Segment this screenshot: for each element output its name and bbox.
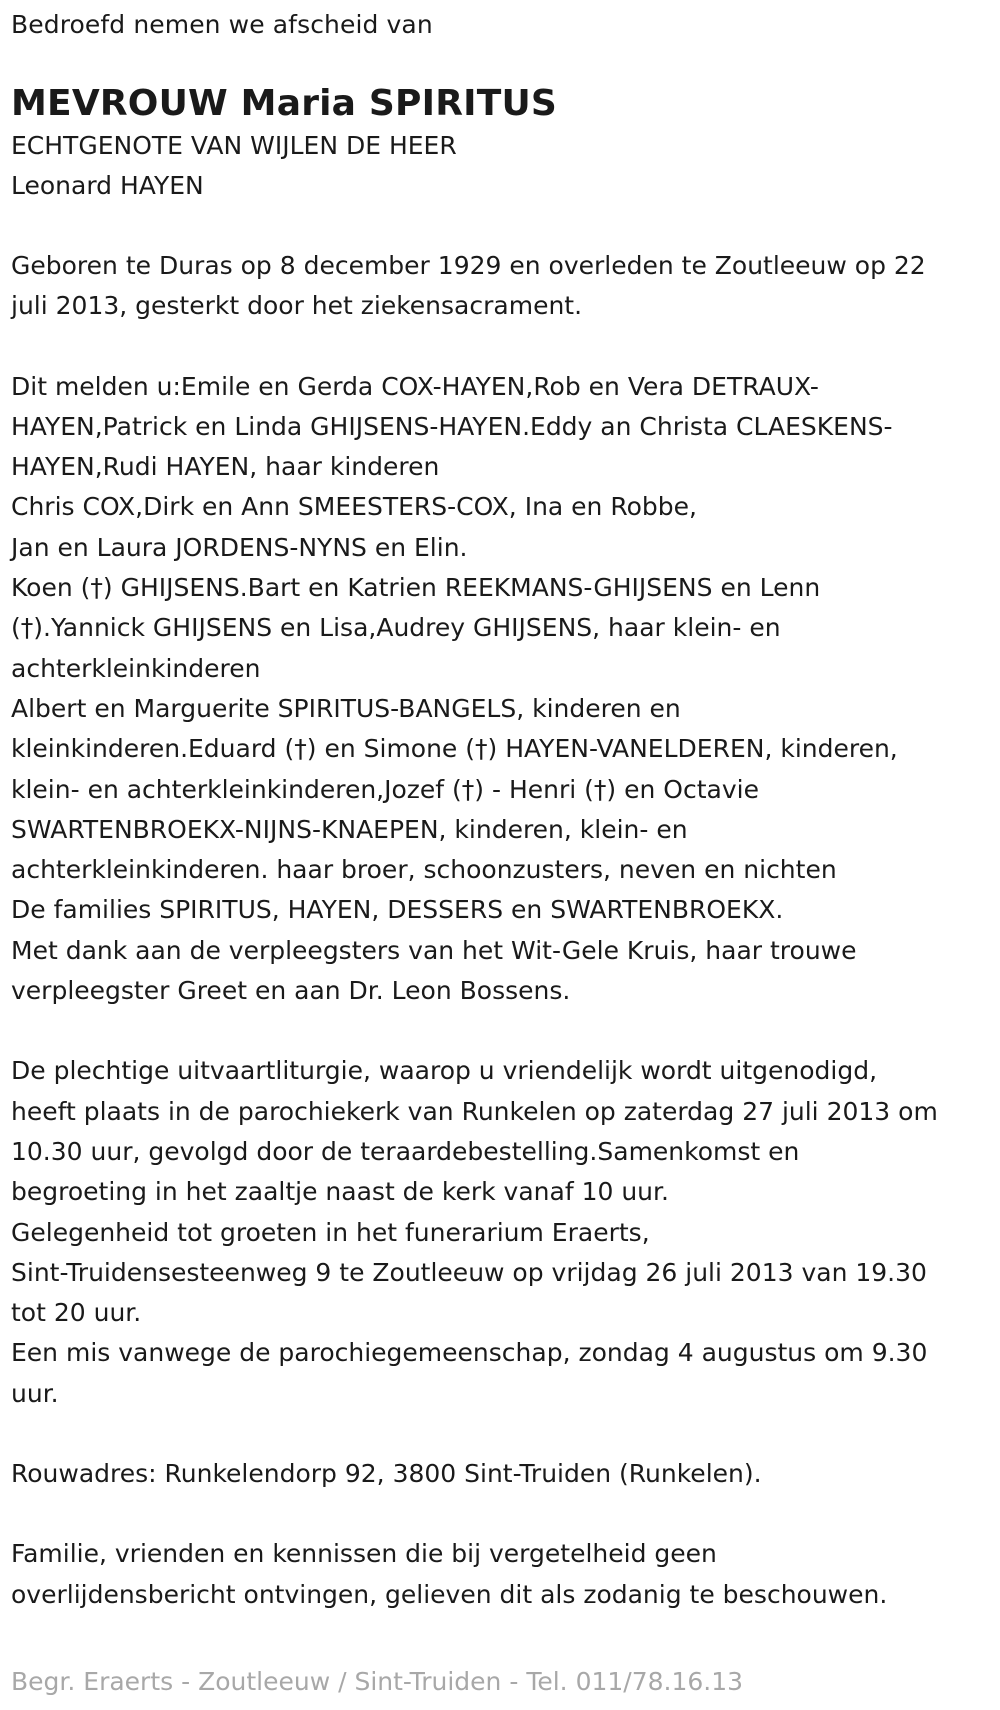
paragraph-line: Albert en Marguerite SPIRITUS-BANGELS, kinderen en: [11, 693, 681, 723]
paragraph-line: HAYEN,Patrick en Linda GHIJSENS-HAYEN.Eddy an Christa CLAESKENS-: [11, 411, 893, 441]
paragraph-line: kleinkinderen.Eduard (†) en Simone (†) HAYEN-VANELDEREN, kinderen,: [11, 734, 898, 764]
paragraph-line: heeft plaats in de parochiekerk van Runkelen op zaterdag 27 juli 2013 om: [11, 1096, 938, 1126]
paragraph-line: Chris COX,Dirk en Ann SMEESTERS-COX, Ina en Robbe,: [11, 492, 697, 522]
paragraph-line: Gelegenheid tot groeten in het funerarium Eraerts,: [11, 1217, 650, 1247]
paragraph-line: Koen (†) GHIJSENS.Bart en Katrien REEKMANS-GHIJSENS en Lenn: [11, 573, 821, 603]
paragraph-line: juli 2013, gesterkt door het ziekensacrament.: [11, 291, 583, 321]
paragraph-line: 10.30 uur, gevolgd door de teraardebestelling.Samenkomst en: [11, 1136, 800, 1166]
family-paragraph: [11, 367, 1000, 1012]
address-paragraph: [11, 1454, 1000, 1494]
birth-death-paragraph: [11, 246, 1000, 327]
paragraph-line: tot 20 uur.: [11, 1298, 142, 1328]
paragraph-line: De plechtige uitvaartliturgie, waarop u vriendelijk wordt uitgenodigd,: [11, 1056, 878, 1086]
paragraph-line: Jan en Laura JORDENS-NYNS en Elin.: [11, 532, 468, 562]
paragraph-line: Sint-Truidensesteenweg 9 te Zoutleeuw op vrijdag 26 juli 2013 van 19.30: [11, 1257, 927, 1287]
ceremony-paragraph: [11, 1051, 1000, 1414]
paragraph-line: klein- en achterkleinkinderen,Jozef (†) - Henri (†) en Octavie: [11, 774, 759, 804]
paragraph-line: Geboren te Duras op 8 december 1929 en overleden te Zoutleeuw op 22: [11, 251, 926, 280]
paragraph-line: SWARTENBROEKX-NIJNS-KNAEPEN, kinderen, klein- en: [11, 814, 688, 844]
intro-text: Bedroefd nemen we afscheid van: [11, 10, 433, 39]
paragraph-line: Rouwadres: Runkelendorp 92, 3800 Sint-Truiden (Runkelen).: [11, 1459, 762, 1489]
paragraph-line: Dit melden u:Emile en Gerda COX-HAYEN,Rob en Vera DETRAUX-: [11, 371, 819, 401]
paragraph-line: uur.: [11, 1378, 59, 1408]
paragraph-line: overlijdensbericht ontvingen, gelieven dit als zodanig te beschouwen.: [11, 1579, 888, 1609]
paragraph-line: (†).Yannick GHIJSENS en Lisa,Audrey GHIJSENS, haar klein- en: [11, 613, 781, 643]
paragraph-line: achterkleinkinderen. haar broer, schoonzusters, neven en nichten: [11, 855, 837, 885]
spouse-name: Leonard HAYEN: [11, 171, 204, 200]
paragraph-line: begroeting in het zaaltje naast de kerk vanaf 10 uur.: [11, 1177, 669, 1207]
deceased-name: MEVROUW Maria SPIRITUS: [11, 83, 558, 124]
funeral-home-footer: Begr. Eraerts - Zoutleeuw / Sint-Truiden - Tel. 011/78.16.13: [11, 1667, 744, 1696]
paragraph-line: HAYEN,Rudi HAYEN, haar kinderen: [11, 452, 440, 482]
closing-paragraph: [11, 1534, 1000, 1615]
paragraph-line: De families SPIRITUS, HAYEN, DESSERS en SWARTENBROEKX.: [11, 895, 784, 925]
paragraph-line: Met dank aan de verpleegsters van het Wit-Gele Kruis, haar trouwe: [11, 935, 857, 965]
spouse-title: ECHTGENOTE VAN WIJLEN DE HEER: [11, 131, 457, 160]
paragraph-line: Familie, vrienden en kennissen die bij vergetelheid geen: [11, 1539, 717, 1569]
paragraph-line: achterkleinkinderen: [11, 653, 261, 683]
paragraph-line: verpleegster Greet en aan Dr. Leon Bossens.: [11, 976, 571, 1006]
paragraph-line: Een mis vanwege de parochiegemeenschap, zondag 4 augustus om 9.30: [11, 1338, 928, 1368]
